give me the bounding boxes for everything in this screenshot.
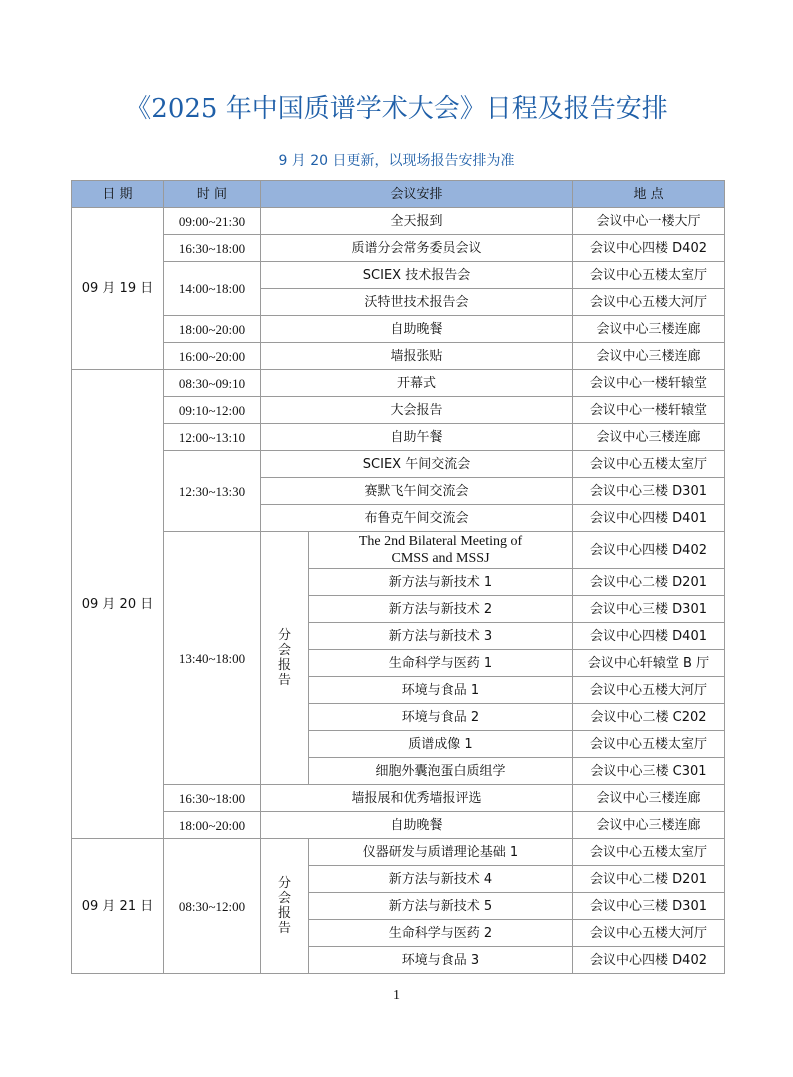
time-cell: 09:00~21:30 <box>164 208 261 235</box>
table-row <box>72 397 725 424</box>
session-label <box>261 532 309 785</box>
location-cell: 会议中心三楼 D301 <box>573 478 725 505</box>
page-number: 1 <box>393 988 400 1003</box>
session-label-char: 报 <box>277 658 291 673</box>
table-row <box>72 785 725 812</box>
table-row <box>72 343 725 370</box>
session-label-char: 分 <box>277 876 291 891</box>
agenda-cell: 赛默飞午间交流会 <box>261 478 573 505</box>
table-row <box>72 208 725 235</box>
location-cell: 会议中心三楼 D301 <box>573 596 725 623</box>
time-cell: 14:00~18:00 <box>164 262 261 316</box>
location-cell: 会议中心轩辕堂 B 厅 <box>573 650 725 677</box>
table-row <box>72 370 725 397</box>
agenda-cell: 质谱成像 1 <box>309 731 573 758</box>
table-row <box>72 532 725 569</box>
header-agenda: 会议安排 <box>261 181 573 208</box>
agenda-cell: 自助午餐 <box>261 424 573 451</box>
agenda-cell: 生命科学与医药 2 <box>309 920 573 947</box>
location-cell: 会议中心五楼太室厅 <box>573 731 725 758</box>
location-cell: 会议中心三楼连廊 <box>573 812 725 839</box>
table-row <box>72 262 725 289</box>
agenda-cell: 布鲁克午间交流会 <box>261 505 573 532</box>
date-cell: 09 月 21 日 <box>72 839 164 974</box>
agenda-line: The 2nd Bilateral Meeting of <box>358 534 523 549</box>
location-cell: 会议中心五楼太室厅 <box>573 451 725 478</box>
location-cell: 会议中心三楼连廊 <box>573 316 725 343</box>
agenda-cell: 细胞外囊泡蛋白质组学 <box>309 758 573 785</box>
table-row <box>72 235 725 262</box>
update-note: 9 月 20 日更新，以现场报告安排为准 <box>278 153 515 169</box>
time-cell: 16:00~20:00 <box>164 343 261 370</box>
agenda-cell: 全天报到 <box>261 208 573 235</box>
agenda-cell: 新方法与新技术 3 <box>309 623 573 650</box>
agenda-cell: 自助晚餐 <box>261 316 573 343</box>
agenda-cell: 新方法与新技术 4 <box>309 866 573 893</box>
time-cell: 18:00~20:00 <box>164 812 261 839</box>
time-cell: 13:40~18:00 <box>164 532 261 785</box>
agenda-cell: 自助晚餐 <box>261 812 573 839</box>
header-location: 地 点 <box>573 181 725 208</box>
agenda-cell: 大会报告 <box>261 397 573 424</box>
date-cell: 09 月 19 日 <box>72 208 164 370</box>
agenda-cell: 环境与食品 1 <box>309 677 573 704</box>
time-cell: 16:30~18:00 <box>164 785 261 812</box>
header-time: 时 间 <box>164 181 261 208</box>
session-label-char: 会 <box>277 891 291 906</box>
location-cell: 会议中心一楼轩辕堂 <box>573 370 725 397</box>
table-row <box>72 316 725 343</box>
location-cell: 会议中心四楼 D402 <box>573 947 725 974</box>
agenda-line: CMSS and MSSJ <box>391 551 490 566</box>
time-cell: 09:10~12:00 <box>164 397 261 424</box>
session-label <box>261 839 309 974</box>
location-cell: 会议中心三楼 C301 <box>573 758 725 785</box>
location-cell: 会议中心一楼轩辕堂 <box>573 397 725 424</box>
location-cell: 会议中心三楼连廊 <box>573 424 725 451</box>
session-label-char: 会 <box>277 643 291 658</box>
location-cell: 会议中心五楼大河厅 <box>573 677 725 704</box>
location-cell: 会议中心三楼连廊 <box>573 785 725 812</box>
location-cell: 会议中心二楼 D201 <box>573 866 725 893</box>
time-cell: 18:00~20:00 <box>164 316 261 343</box>
agenda-cell: 生命科学与医药 1 <box>309 650 573 677</box>
location-cell: 会议中心五楼大河厅 <box>573 920 725 947</box>
location-cell: 会议中心四楼 D402 <box>573 532 725 569</box>
location-cell: 会议中心三楼连廊 <box>573 343 725 370</box>
table-row <box>72 424 725 451</box>
table-row <box>72 839 725 866</box>
time-cell: 16:30~18:00 <box>164 235 261 262</box>
agenda-cell: SCIEX 午间交流会 <box>261 451 573 478</box>
table-row <box>72 451 725 478</box>
location-cell: 会议中心二楼 D201 <box>573 569 725 596</box>
location-cell: 会议中心四楼 D401 <box>573 623 725 650</box>
location-cell: 会议中心五楼大河厅 <box>573 289 725 316</box>
agenda-cell: 质谱分会常务委员会议 <box>261 235 573 262</box>
page-title: 《2025 年中国质谱学术大会》日程及报告安排 <box>125 94 668 124</box>
time-cell: 08:30~12:00 <box>164 839 261 974</box>
date-cell: 09 月 20 日 <box>72 370 164 839</box>
agenda-cell: 新方法与新技术 5 <box>309 893 573 920</box>
time-cell: 12:00~13:10 <box>164 424 261 451</box>
schedule-table <box>71 180 725 974</box>
session-label-char: 分 <box>277 628 291 643</box>
table-row <box>72 812 725 839</box>
header-date: 日 期 <box>72 181 164 208</box>
agenda-cell: 墙报张贴 <box>261 343 573 370</box>
session-label-char: 告 <box>277 673 291 688</box>
agenda-cell: 新方法与新技术 2 <box>309 596 573 623</box>
agenda-cell: 沃特世技术报告会 <box>261 289 573 316</box>
location-cell: 会议中心二楼 C202 <box>573 704 725 731</box>
agenda-cell: 环境与食品 3 <box>309 947 573 974</box>
session-label-char: 报 <box>277 906 291 921</box>
agenda-cell: 开幕式 <box>261 370 573 397</box>
agenda-cell: 仪器研发与质谱理论基础 1 <box>309 839 573 866</box>
location-cell: 会议中心三楼 D301 <box>573 893 725 920</box>
location-cell: 会议中心四楼 D402 <box>573 235 725 262</box>
agenda-cell <box>309 532 573 569</box>
location-cell: 会议中心五楼太室厅 <box>573 839 725 866</box>
time-cell: 12:30~13:30 <box>164 451 261 532</box>
agenda-cell: 墙报展和优秀墙报评选 <box>261 785 573 812</box>
session-label-char: 告 <box>277 921 291 936</box>
agenda-cell: 环境与食品 2 <box>309 704 573 731</box>
location-cell: 会议中心四楼 D401 <box>573 505 725 532</box>
agenda-cell: 新方法与新技术 1 <box>309 569 573 596</box>
time-cell: 08:30~09:10 <box>164 370 261 397</box>
location-cell: 会议中心五楼太室厅 <box>573 262 725 289</box>
agenda-cell: SCIEX 技术报告会 <box>261 262 573 289</box>
table-header-row <box>72 181 725 208</box>
location-cell: 会议中心一楼大厅 <box>573 208 725 235</box>
